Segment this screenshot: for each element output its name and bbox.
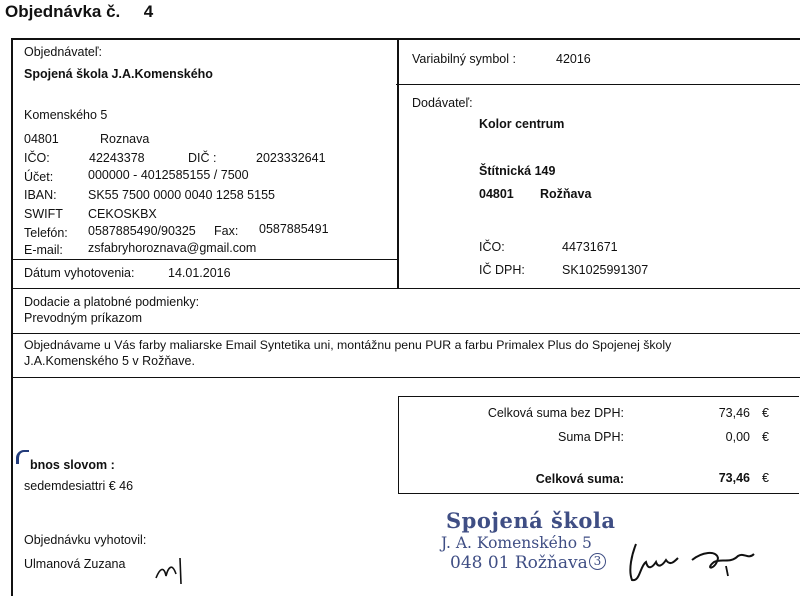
terms-value: Prevodným príkazom xyxy=(24,311,143,325)
buyer-zip: 04801 xyxy=(24,132,59,146)
buyer-phone-label: Telefón: xyxy=(24,226,68,240)
frame-top xyxy=(11,38,800,40)
buyer-phone: 0587885490/90325 xyxy=(88,224,196,238)
buyer-fax-label: Fax: xyxy=(214,224,239,238)
supplier-city: Rožňava xyxy=(540,187,592,201)
buyer-dic: 2023332641 xyxy=(256,151,326,165)
buyer-account: 000000 - 4012585155 / 7500 xyxy=(88,168,249,182)
order-title-label: Objednávka č. xyxy=(5,2,121,21)
in-words-value: sedemdesiattri € 46 xyxy=(24,479,134,493)
supplier-ico-label: IČO: xyxy=(479,240,505,254)
buyer-iban-label: IBAN: xyxy=(24,188,57,202)
terms-label: Dodacie a platobné podmienky: xyxy=(24,295,200,309)
description-line-2: J.A.Komenského 5 v Rožňave. xyxy=(24,354,195,368)
supplier-ico: 44731671 xyxy=(562,240,618,254)
issue-date: 14.01.2016 xyxy=(168,266,231,280)
buyer-street: Komenského 5 xyxy=(24,108,108,122)
grand-total-value: 73,46 xyxy=(718,471,750,485)
buyer-heading: Objednávateľ: xyxy=(24,45,103,59)
net-total-label: Celková suma bez DPH: xyxy=(487,406,624,420)
buyer-account-label: Účet: xyxy=(24,170,54,184)
net-total-currency: € xyxy=(762,406,769,420)
supplier-heading: Dodávateľ: xyxy=(412,96,473,110)
buyer-ico: 42243378 xyxy=(89,151,145,165)
order-number: 4 xyxy=(143,2,154,21)
grand-total-label: Celková suma: xyxy=(535,472,624,486)
buyer-name: Spojená škola J.A.Komenského xyxy=(24,67,213,81)
buyer-dic-label: DIČ : xyxy=(188,151,217,165)
order-title xyxy=(5,2,153,22)
supplier-zip: 04801 xyxy=(479,187,514,201)
issuer-signature xyxy=(150,548,190,588)
buyer-ico-label: IČO: xyxy=(24,151,50,165)
scan-mark xyxy=(16,450,29,464)
frame-left xyxy=(11,38,13,596)
stamp-line-3: 048 01 Rožňava xyxy=(450,553,588,573)
supplier-icdph: SK1025991307 xyxy=(562,263,649,277)
net-total-value: 73,46 xyxy=(718,406,750,420)
issued-by-label: Objednávku vyhotovil: xyxy=(24,533,147,547)
grand-total-currency: € xyxy=(762,471,769,485)
issue-date-label: Dátum vyhotovenia: xyxy=(24,266,135,280)
date-divider xyxy=(11,259,398,260)
signature xyxy=(618,536,768,586)
description-bottom xyxy=(11,377,800,378)
header-bottom xyxy=(11,288,800,289)
variable-symbol-value: 42016 xyxy=(556,52,591,66)
issued-by-name: Ulmanová Zuzana xyxy=(24,557,126,571)
vat-value: 0,00 xyxy=(725,430,750,444)
buyer-email: zsfabryhoroznava@gmail.com xyxy=(88,241,257,255)
supplier-icdph-label: IČ DPH: xyxy=(479,263,525,277)
vat-label: Suma DPH: xyxy=(558,430,624,444)
terms-bottom xyxy=(11,333,800,334)
description-line-1: Objednávame u Vás farby maliarske Email Syntetika uni, montážnu penu PUR a farbu Primalex Plus do Spojenej školy xyxy=(24,338,672,352)
buyer-iban: SK55 7500 0000 0040 1258 5155 xyxy=(88,188,275,202)
vat-currency: € xyxy=(762,430,769,444)
buyer-swift: CEKOSKBX xyxy=(88,207,157,221)
in-words-label: bnos slovom : xyxy=(30,458,115,472)
supplier-name: Kolor centrum xyxy=(479,117,565,131)
stamp-line-2: J. A. Komenského 5 xyxy=(441,534,592,552)
buyer-city: Roznava xyxy=(100,132,150,146)
buyer-email-label: E-mail: xyxy=(24,243,63,257)
column-divider xyxy=(397,38,399,289)
variable-symbol-label: Variabilný symbol : xyxy=(412,52,516,66)
right-divider xyxy=(396,84,800,85)
buyer-swift-label: SWIFT xyxy=(24,207,63,221)
stamp-badge: 3 xyxy=(589,553,606,570)
stamp-line-1: Spojená škola xyxy=(446,508,616,533)
buyer-fax: 0587885491 xyxy=(259,222,329,236)
supplier-street: Štítnická 149 xyxy=(479,164,556,178)
